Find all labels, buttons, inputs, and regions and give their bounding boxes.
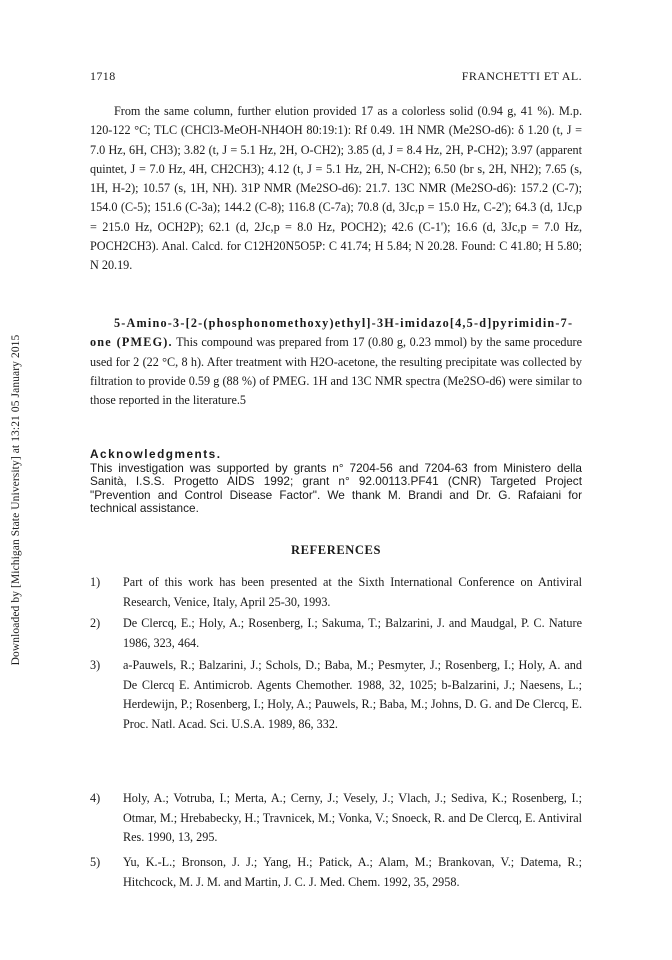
reference-item — [90, 656, 582, 734]
running-title: FRANCHETTI ET AL. — [461, 69, 582, 83]
reference-item — [90, 789, 582, 848]
reference-text: a-Pauwels, R.; Balzarini, J.; Schols, D.; Baba, M.; Pesmyter, J.; Rosenberg, I.; Holy, A. and De Clercq E. Antimicrob. Agents Chemother. 1988, 32, 1025; b-Balzarini, J.; Naesens, L.; Herdewijn, P.; Rosenberg, I.; Holy, A.; Pauwels, R.; Baba, M.; Johns, D. G. and De Clercq, E. Proc. Natl. Acad. Sci. U.S.A. 1989, 86, 332. — [123, 658, 582, 731]
reference-number: 5) — [90, 855, 101, 869]
paragraph-body: This compound was prepared from 17 (0.80 g, 0.23 mmol) by the same procedure used for 2 (22 °C, 8 h). After treatment with H2O-acetone, the resulting precipitate was collected by filtration to provide 0.59 g (88 %) of PMEG. 1H and 13C NMR spectra (Me2SO-d6) were similar to those reported in the literature.5 — [90, 335, 583, 408]
reference-text: Part of this work has been presented at the Sixth International Conference on Antiviral Research, Venice, Italy, April 25-30, 1993. — [123, 575, 582, 609]
acknowledgments-heading: Acknowledgments. — [90, 447, 222, 461]
reference-number: 2) — [90, 616, 101, 630]
reference-number: 4) — [90, 791, 101, 805]
download-notice-text: Downloaded by [Michigan State University] at 13:21 05 January 2015 — [10, 334, 22, 666]
reference-text: De Clercq, E.; Holy, A.; Rosenberg, I.; Sakuma, T.; Balzarini, J. and Maudgal, P. C. Nature 1986, 323, 464. — [123, 616, 582, 650]
experimental-paragraph-17 — [90, 102, 582, 276]
reference-text: Holy, A.; Votruba, I.; Merta, A.; Cerny, J.; Vesely, J.; Vlach, J.; Sediva, K.; Rosenberg, I.; Otmar, M.; Hrebabecky, H.; Travnicek, M.; Vonka, V.; Snoeck, R. and De Clercq, E. Antiviral Res. 1990, 13, 295. — [123, 791, 582, 845]
page-number: 1718 — [90, 69, 116, 83]
acknowledgments-text: This investigation was supported by grants n° 7204-56 and 7204-63 from Ministero della Sanità, I.S.S. Progetto AIDS 1992; grant n° 92.00113.PF41 (CNR) Targeted Project "Prevention and Control Disease Factor". We thank M. Brandi and Dr. G. Rafaiani for technical assistance. — [90, 460, 582, 516]
reference-number: 1) — [90, 575, 101, 589]
reference-text: Yu, K.-L.; Bronson, J. J.; Yang, H.; Patick, A.; Alam, M.; Brankovan, V.; Datema, R.; Hitchcock, M. J. M. and Martin, J. C. J. Med. Chem. 1992, 35, 2958. — [123, 855, 582, 889]
reference-item — [90, 853, 582, 892]
references-heading: REFERENCES — [290, 543, 382, 557]
acknowledgments-section — [90, 448, 582, 516]
reference-item — [90, 573, 582, 612]
reference-item — [90, 614, 582, 653]
compound-heading: 5-Amino-3-[2-(phosphonomethoxy)ethyl]-3H-imidazo[4,5-d]pyrimidin-7-one (PMEG). — [90, 316, 574, 350]
paragraph-text: From the same column, further elution provided 17 as a colorless solid (0.94 g, 41 %). M.p. 120-122 °C; TLC (CHCl3-MeOH-NH4OH 80:19:1): Rf 0.49. 1H NMR (Me2SO-d6): δ 1.20 (t, J = 7.0 Hz, 6H, CH3); 3.82 (t, J = 5.1 Hz, 2H, O-CH2); 3.85 (d, J = 8.4 Hz, 2H, P-CH2); 3.97 (apparent quintet, J = 7.0 Hz, 4H, CH2CH3); 4.12 (t, J = 5.1 Hz, 2H, N-CH2); 6.50 (br s, 2H, NH2); 7.65 (s, 1H, H-2); 10.57 (s, 1H, NH). 31P NMR (Me2SO-d6): 21.7. 13C NMR (Me2SO-d6): 157.2 (C-7); 154.0 (C-5); 151.6 (C-3a); 144.2 (C-8); 116.8 (C-7a); 70.8 (d, 3Jc,p = 15.0 Hz, C-2'); 64.3 (d, 1Jc,p = 215.0 Hz, OCH2P); 62.1 (d, 2Jc,p = 8.0 Hz, POCH2); 42.6 (C-1'); 16.6 (d, 3Jc,p = 7.0 Hz, POCH2CH3). Anal. Calcd. for C12H20N5O5P: C 41.74; H 5.84; N 20.28. Found: C 41.80; H 5.80; N 20.19. — [90, 104, 582, 273]
paragraph-text — [90, 314, 582, 410]
reference-number: 3) — [90, 658, 101, 672]
download-notice — [8, 320, 24, 680]
experimental-paragraph-pmeg — [90, 314, 582, 410]
